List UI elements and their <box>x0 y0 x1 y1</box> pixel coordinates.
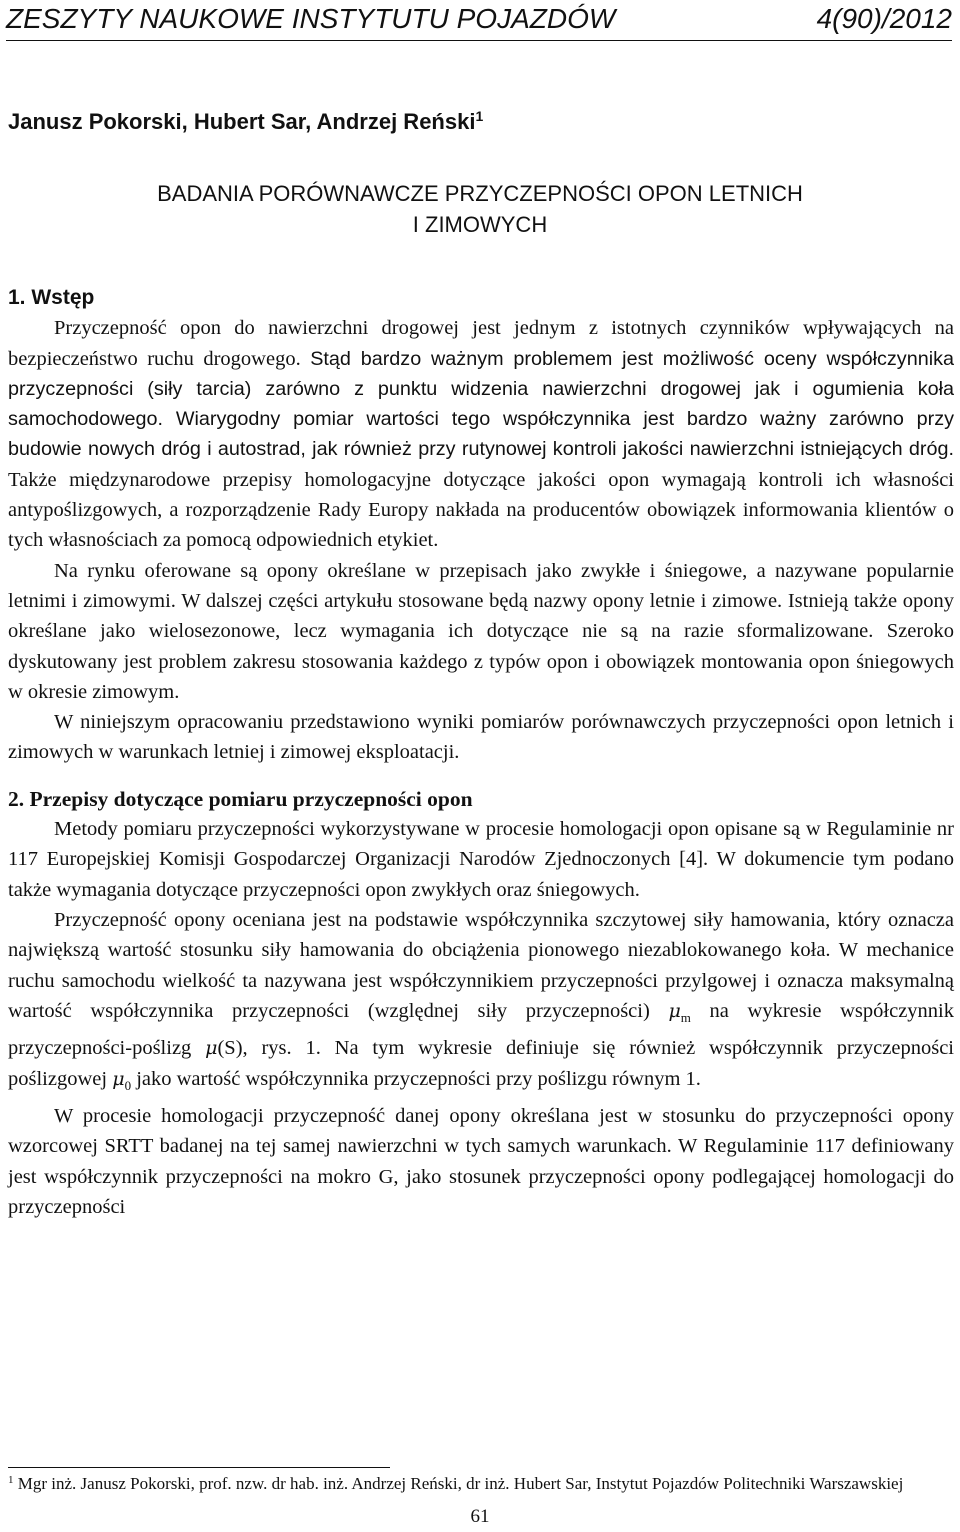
issue-number: 4(90)/2012 <box>816 3 952 34</box>
page-number: 61 <box>470 1506 490 1527</box>
s1p1-sans: Stąd bardzo ważnym problemem jest możliwość oceny współczynnika przyczepności (siły tarcia) zarówno z punktu widzenia nawierzchni drogowej jak i ogumienia koła samochodowego. Wiarygodny pomiar wartości tego współczynnika jest bardzo ważny zarówno przy budowie nowych dróg i autostrad, jak również przy rutynowej kontroli jakości nawierzchni istniejących dróg. <box>8 347 954 461</box>
section-1-paragraph-3: W niniejszym opracowaniu przedstawiono wyniki pomiarów porównawczych przyczepności opon letnich i zimowych w warunkach letniej i zimowej eksploatacji. <box>8 711 954 764</box>
footnote <box>8 1468 954 1496</box>
section-2-heading: 2. Przepisy dotyczące pomiaru przyczepności opon <box>8 786 473 811</box>
section-2-paragraph-2 <box>8 905 954 1101</box>
s2p2-a: Przyczepność opony oceniana jest na podstawie współczynnika szczytowej siły hamowania, który oznacza największą wartość stosunku siły hamowania do obciążenia pionowego niezablokowanego koła. W mechanice ruchu samochodu wielkość ta nazywana jest współczynnikiem przyczepności przylgowej i oznacza maksymalną wartość współczynnika przyczepności (względnej siły przyczepności) <box>8 908 954 1022</box>
section-2-paragraph-1: Metody pomiaru przyczepności wykorzystywane w procesie homologacji opon opisane są w Regulaminie nr 117 Europejskiej Komisji Gospodarczej Organizacji Narodów Zjednoczonych [4]. W dokumencie tym podano także wymagania dotyczące przyczepności opon zwykłych oraz śniegowych. <box>8 818 954 901</box>
paper-title <box>0 178 960 240</box>
article-body <box>8 283 954 1222</box>
title-line-1: BADANIA PORÓWNAWCZE PRZYCZEPNOŚCI OPON LETNICH <box>157 181 803 206</box>
section-1-paragraph-2: Na rynku oferowane są opony określane w przepisach jako zwykłe i śniegowe, a nazywane popularnie letnimi i zimowymi. W dalszej części artykułu stosowane będą nazwy opony letnie i zimowe. Istnieją także opony określane jako wielosezonowe, lecz wymagania ich dotyczące nie są na razie sformalizowane. Szeroko dyskutowany jest problem zakresu stosowania każdego z typów opon i obowiązek montowania opon śniegowych w okresie zimowym. <box>8 559 954 703</box>
section-1-heading: 1. Wstęp <box>8 286 95 309</box>
running-header <box>6 0 952 41</box>
journal-name: ZESZYTY NAUKOWE INSTYTUTU POJAZDÓW <box>6 3 616 34</box>
author-footnote-mark: 1 <box>475 108 484 124</box>
subscript-m: m <box>680 1009 691 1025</box>
author-names: Janusz Pokorski, Hubert Sar, Andrzej Reński <box>8 109 476 134</box>
footnote-text: Mgr inż. Janusz Pokorski, prof. nzw. dr hab. inż. Andrzej Reński, dr inż. Hubert Sar, Instytut Pojazdów Politechniki Warszawskiej <box>17 1474 904 1493</box>
section-1-paragraph-1 <box>8 313 954 555</box>
s2p2-c: (S), rys. 1. Na tym wykresie definiuje się również współczynnik przyczepności poślizgowej <box>8 1037 954 1090</box>
section-2-paragraph-3: W procesie homologacji przyczepność danej opony określana jest w stosunku do przyczepności opony wzorcowej SRTT badanej na tej samej nawierzchni w tych samych warunkach. W Regulaminie 117 definiowany jest współczynnik przyczepności na mokro G, jako stosunek przyczepności opony podlegającej homologacji do przyczepności <box>8 1104 954 1218</box>
title-line-2: I ZIMOWYCH <box>412 212 548 237</box>
subscript-0: 0 <box>124 1077 132 1093</box>
author-list <box>8 108 483 135</box>
mu-symbol: μ <box>205 1037 218 1060</box>
s1p1-serif: Przyczepność opon do nawierzchni drogowej jest jednym z istotnych czynników wpływających na bezpieczeństwo ruchu drogowego. <box>8 317 954 370</box>
s1p1-rest: Także międzynarodowe przepisy homologacyjne dotyczące jakości opon wymagają kontroli ich własności antypoślizgowych, a rozporządzenie Rady Europy nakłada na producentów obowiązek informowania klientów o tych własnościach za pomocą odpowiednich etykiet. <box>8 468 954 552</box>
footnote-mark: 1 <box>8 1474 14 1486</box>
mu-symbol: μ <box>112 1067 125 1090</box>
s2p2-b: na wykresie współczynnik przyczepności-poślizg <box>8 999 955 1060</box>
mu-symbol: μ <box>668 999 681 1022</box>
s2p2-d: jako wartość współczynnika przyczepności przy poślizgu równym 1. <box>136 1067 701 1090</box>
